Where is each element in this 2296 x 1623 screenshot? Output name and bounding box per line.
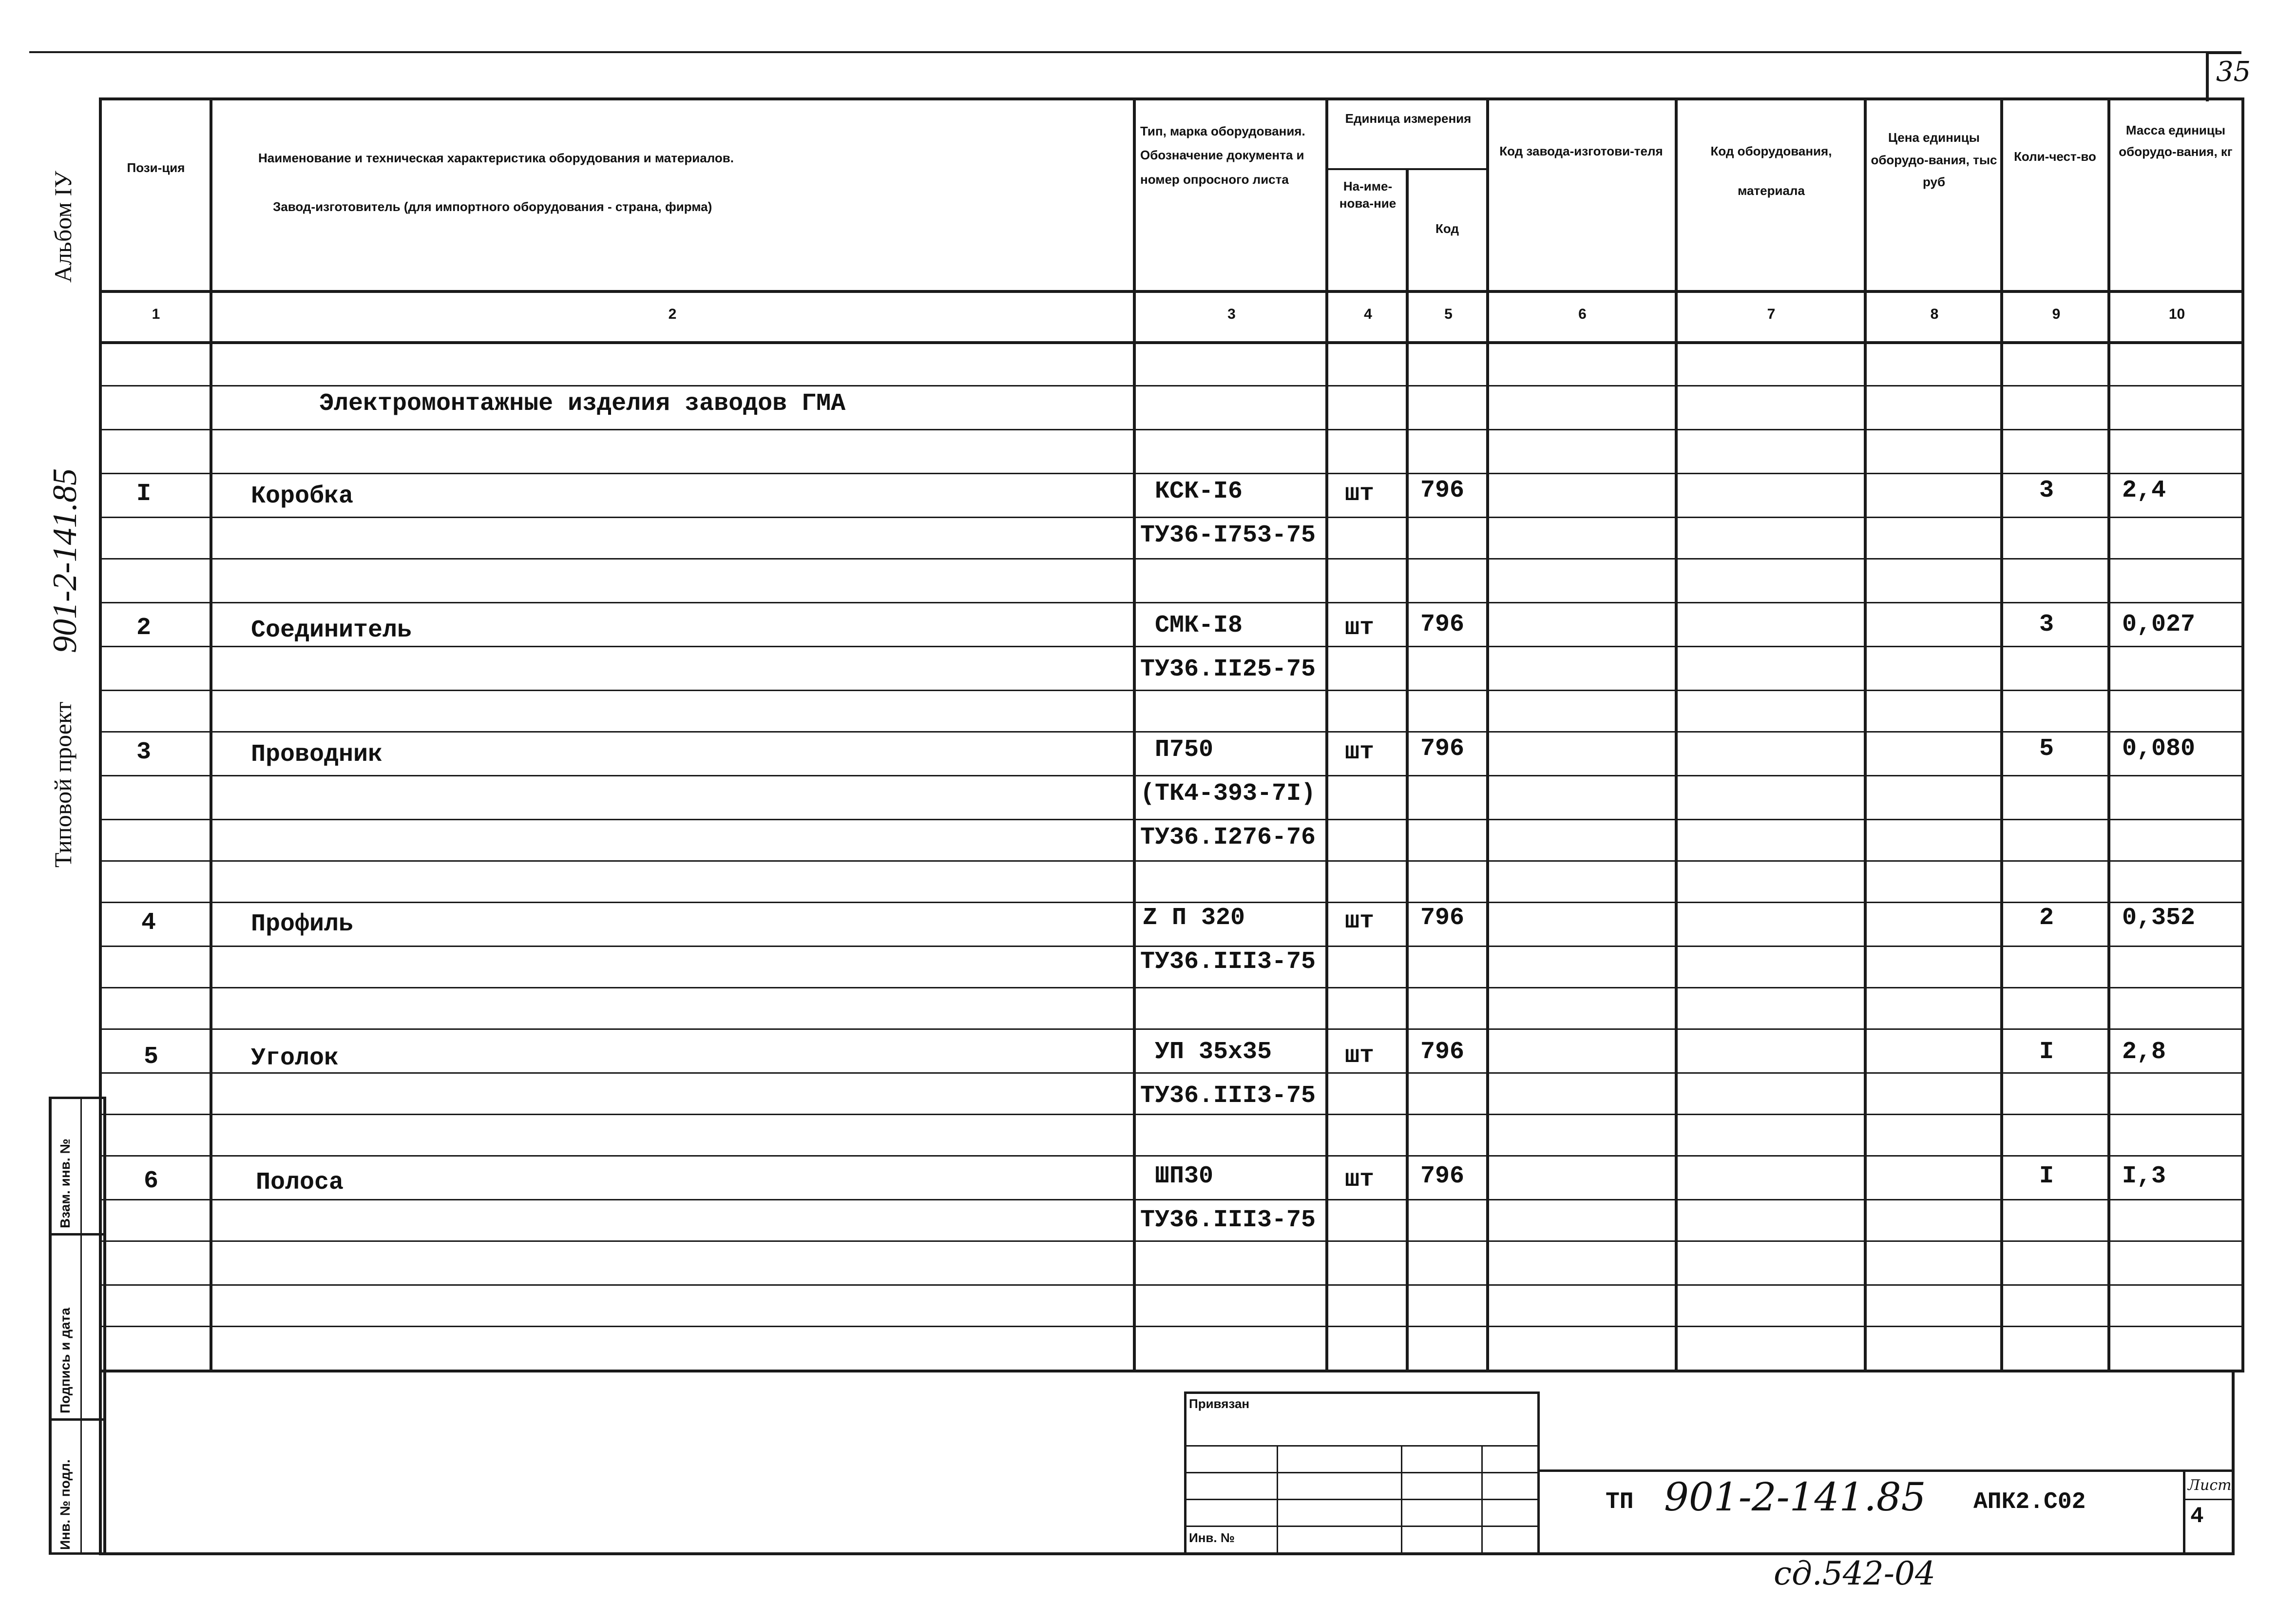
row-unit: шт [1345,614,1375,642]
section-title: Электромонтажные изделия заводов ГМА [319,390,846,418]
header-type: Тип, марка оборудования. Обозначение документа и номер опросного листа [1140,124,1305,187]
tp-prefix: ТП [1606,1489,1634,1515]
row-unit-code: 796 [1420,477,1465,504]
header-quantity: Коли-чест-во [2014,149,2096,164]
row-name: Уголок [251,1044,339,1072]
row-position: 4 [141,909,156,937]
sheet-number: 4 [2190,1504,2204,1529]
colnum-1: 1 [152,306,160,322]
colnum-6: 6 [1578,306,1587,322]
page-number: 35 [2216,56,2251,88]
row-unit-code: 796 [1420,1038,1465,1066]
archive-note-handwritten: сд.542-04 [1774,1555,1936,1592]
row-position: 3 [136,738,152,766]
row-type-doc: ТУ36-I753-75 [1140,522,1316,549]
row-unit-code: 796 [1420,735,1465,763]
row-unit-code: 796 [1420,611,1465,638]
colnum-7: 7 [1767,306,1776,322]
row-type-doc: ТУ36.III3-75 [1140,1206,1316,1234]
row-mass: I,3 [2122,1162,2166,1190]
row-mass: 0,080 [2122,735,2196,763]
binding-label: Привязан [1189,1396,1250,1411]
colnum-3: 3 [1227,306,1236,322]
row-name: Соединитель [251,617,412,644]
row-type: П750 [1155,736,1214,764]
project-prefix: Типовой проект [49,701,77,868]
row-quantity: 2 [2039,904,2054,932]
album-label: Альбом IУ [49,171,77,283]
colnum-9: 9 [2052,306,2061,322]
stamp-inv-repl: Взам. инв. № [57,1139,73,1228]
row-type: СМК-I8 [1155,612,1243,639]
row-mass: 2,8 [2122,1038,2166,1066]
row-type-alt: (ТК4-393-7I) [1140,780,1316,808]
row-unit: шт [1345,908,1375,935]
row-name: Проводник [251,741,383,769]
colnum-8: 8 [1930,306,1939,322]
row-quantity: 3 [2039,611,2054,638]
colnum-4: 4 [1364,306,1372,322]
row-unit: шт [1345,1166,1375,1194]
row-quantity: I [2039,1038,2054,1066]
row-unit-code: 796 [1420,904,1465,932]
row-unit: шт [1345,1042,1375,1070]
header-name-line2: Завод-изготовитель (для импортного оборудования - страна, фирма) [273,199,712,214]
stamp-column-border [49,1097,52,1555]
header-equipment-code: Код оборудования, материала [1710,144,1832,198]
row-quantity: 3 [2039,477,2054,504]
row-type: КСК-I6 [1155,478,1243,505]
row-quantity: 5 [2039,735,2054,763]
tp-number: 901-2-141.85 [1664,1474,1926,1520]
header-mass: Масса единицы оборудо-вания, кг [2119,123,2233,159]
row-mass: 0,352 [2122,904,2196,932]
header-name-line1: Наименование и техническая характеристика оборудования и материалов. [258,151,734,165]
header-factory-code: Код завода-изготови-теля [1499,144,1663,158]
row-mass: 2,4 [2122,477,2166,504]
binding-inv-label: Инв. № [1189,1530,1235,1545]
header-price: Цена единицы оборудо-вания, тыс руб [1871,130,1997,189]
header-unit-group: Единица измерения [1345,111,1472,126]
colnum-5: 5 [1444,306,1453,322]
row-name: Полоса [256,1169,344,1197]
stamp-inv-orig: Инв. № подл. [57,1459,73,1550]
row-unit-code: 796 [1420,1162,1465,1190]
header-unit-name: На-име-нова-ние [1339,179,1397,211]
sheet-label: Лист [2188,1477,2232,1494]
row-mass: 0,027 [2122,611,2196,638]
doc-code: АПК2.С02 [1973,1489,2086,1515]
row-type: УП 35х35 [1155,1038,1272,1066]
row-type-doc: ТУ36.III3-75 [1140,948,1316,976]
row-type-doc: ТУ36.II25-75 [1140,656,1316,683]
colnum-10: 10 [2168,306,2185,322]
row-type: ШП30 [1155,1162,1214,1190]
row-name: Профиль [251,910,354,938]
row-position: I [136,480,152,508]
row-unit: шт [1345,480,1375,508]
row-name: Коробка [251,483,354,510]
colnum-2: 2 [668,306,677,322]
row-type-doc: ТУ36.III3-75 [1140,1082,1316,1110]
row-type: Z П 320 [1143,904,1245,932]
row-position: 5 [144,1043,159,1071]
row-unit: шт [1345,738,1375,766]
header-unit-code: Код [1435,221,1459,236]
row-position: 6 [144,1167,159,1195]
row-position: 2 [136,614,152,642]
row-type-doc: ТУ36.I276-76 [1140,824,1316,851]
project-number-handwritten: 901-2-141.85 [46,468,84,653]
header-position: Пози-ция [127,160,185,175]
stamp-sign-date: Подпись и дата [57,1308,73,1413]
row-quantity: I [2039,1162,2054,1190]
